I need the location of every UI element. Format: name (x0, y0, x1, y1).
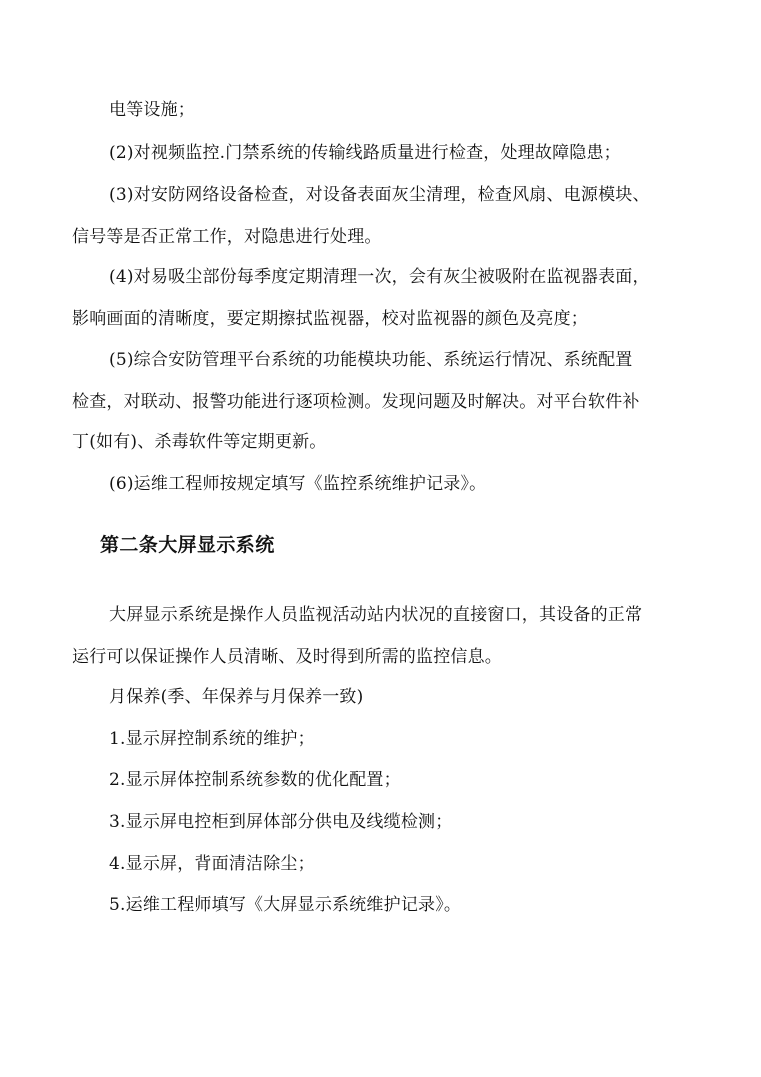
item-3-line-1: (3)对安防网络设备检查，对设备表面灰尘清理，检查风扇、电源模块、 (109, 185, 650, 205)
intro-line-1: 大屏显示系统是操作人员监视活动站内状况的直接窗口，其设备的正常 (109, 605, 643, 625)
item-5-line-1: (5)综合安防管理平台系统的功能模块功能、系统运行情况、系统配置 (109, 350, 633, 370)
list-item: 3.显示屏电控柜到屏体部分供电及线缆检测； (109, 812, 453, 832)
section-heading: 第二条大屏显示系统 (100, 534, 275, 556)
item-3-line-2: 信号等是否正常工作，对隐患进行处理。 (72, 227, 382, 247)
list-item: 4.显示屏，背面清洁除尘； (109, 854, 315, 874)
list-item: 1.显示屏控制系统的维护； (109, 729, 315, 749)
item-4-line-2: 影响画面的清晰度，要定期擦拭监视器，校对监视器的颜色及亮度； (72, 309, 588, 329)
item-5-line-2: 检查，对联动、报警功能进行逐项检测。发现问题及时解决。对平台软件补 (72, 392, 640, 412)
list-item: 5.运维工程师填写《大屏显示系统维护记录》。 (109, 895, 462, 915)
paragraph-continuation: 电等设施； (109, 100, 195, 120)
item-2: (2)对视频监控.门禁系统的传输线路质量进行检查，处理故障隐患； (109, 143, 621, 163)
item-4-line-1: (4)对易吸尘部份每季度定期清理一次，会有灰尘被吸附在监视器表面， (109, 267, 650, 287)
item-6: (6)运维工程师按规定填写《监控系统维护记录》。 (109, 474, 487, 494)
item-5-line-3: 丁(如有)、杀毒软件等定期更新。 (72, 432, 327, 452)
intro-line-2: 运行可以保证操作人员清晰、及时得到所需的监控信息。 (72, 647, 502, 667)
maintenance-subheading: 月保养(季、年保养与月保养一致) (109, 687, 364, 707)
list-item: 2.显示屏体控制系统参数的优化配置； (109, 770, 401, 790)
